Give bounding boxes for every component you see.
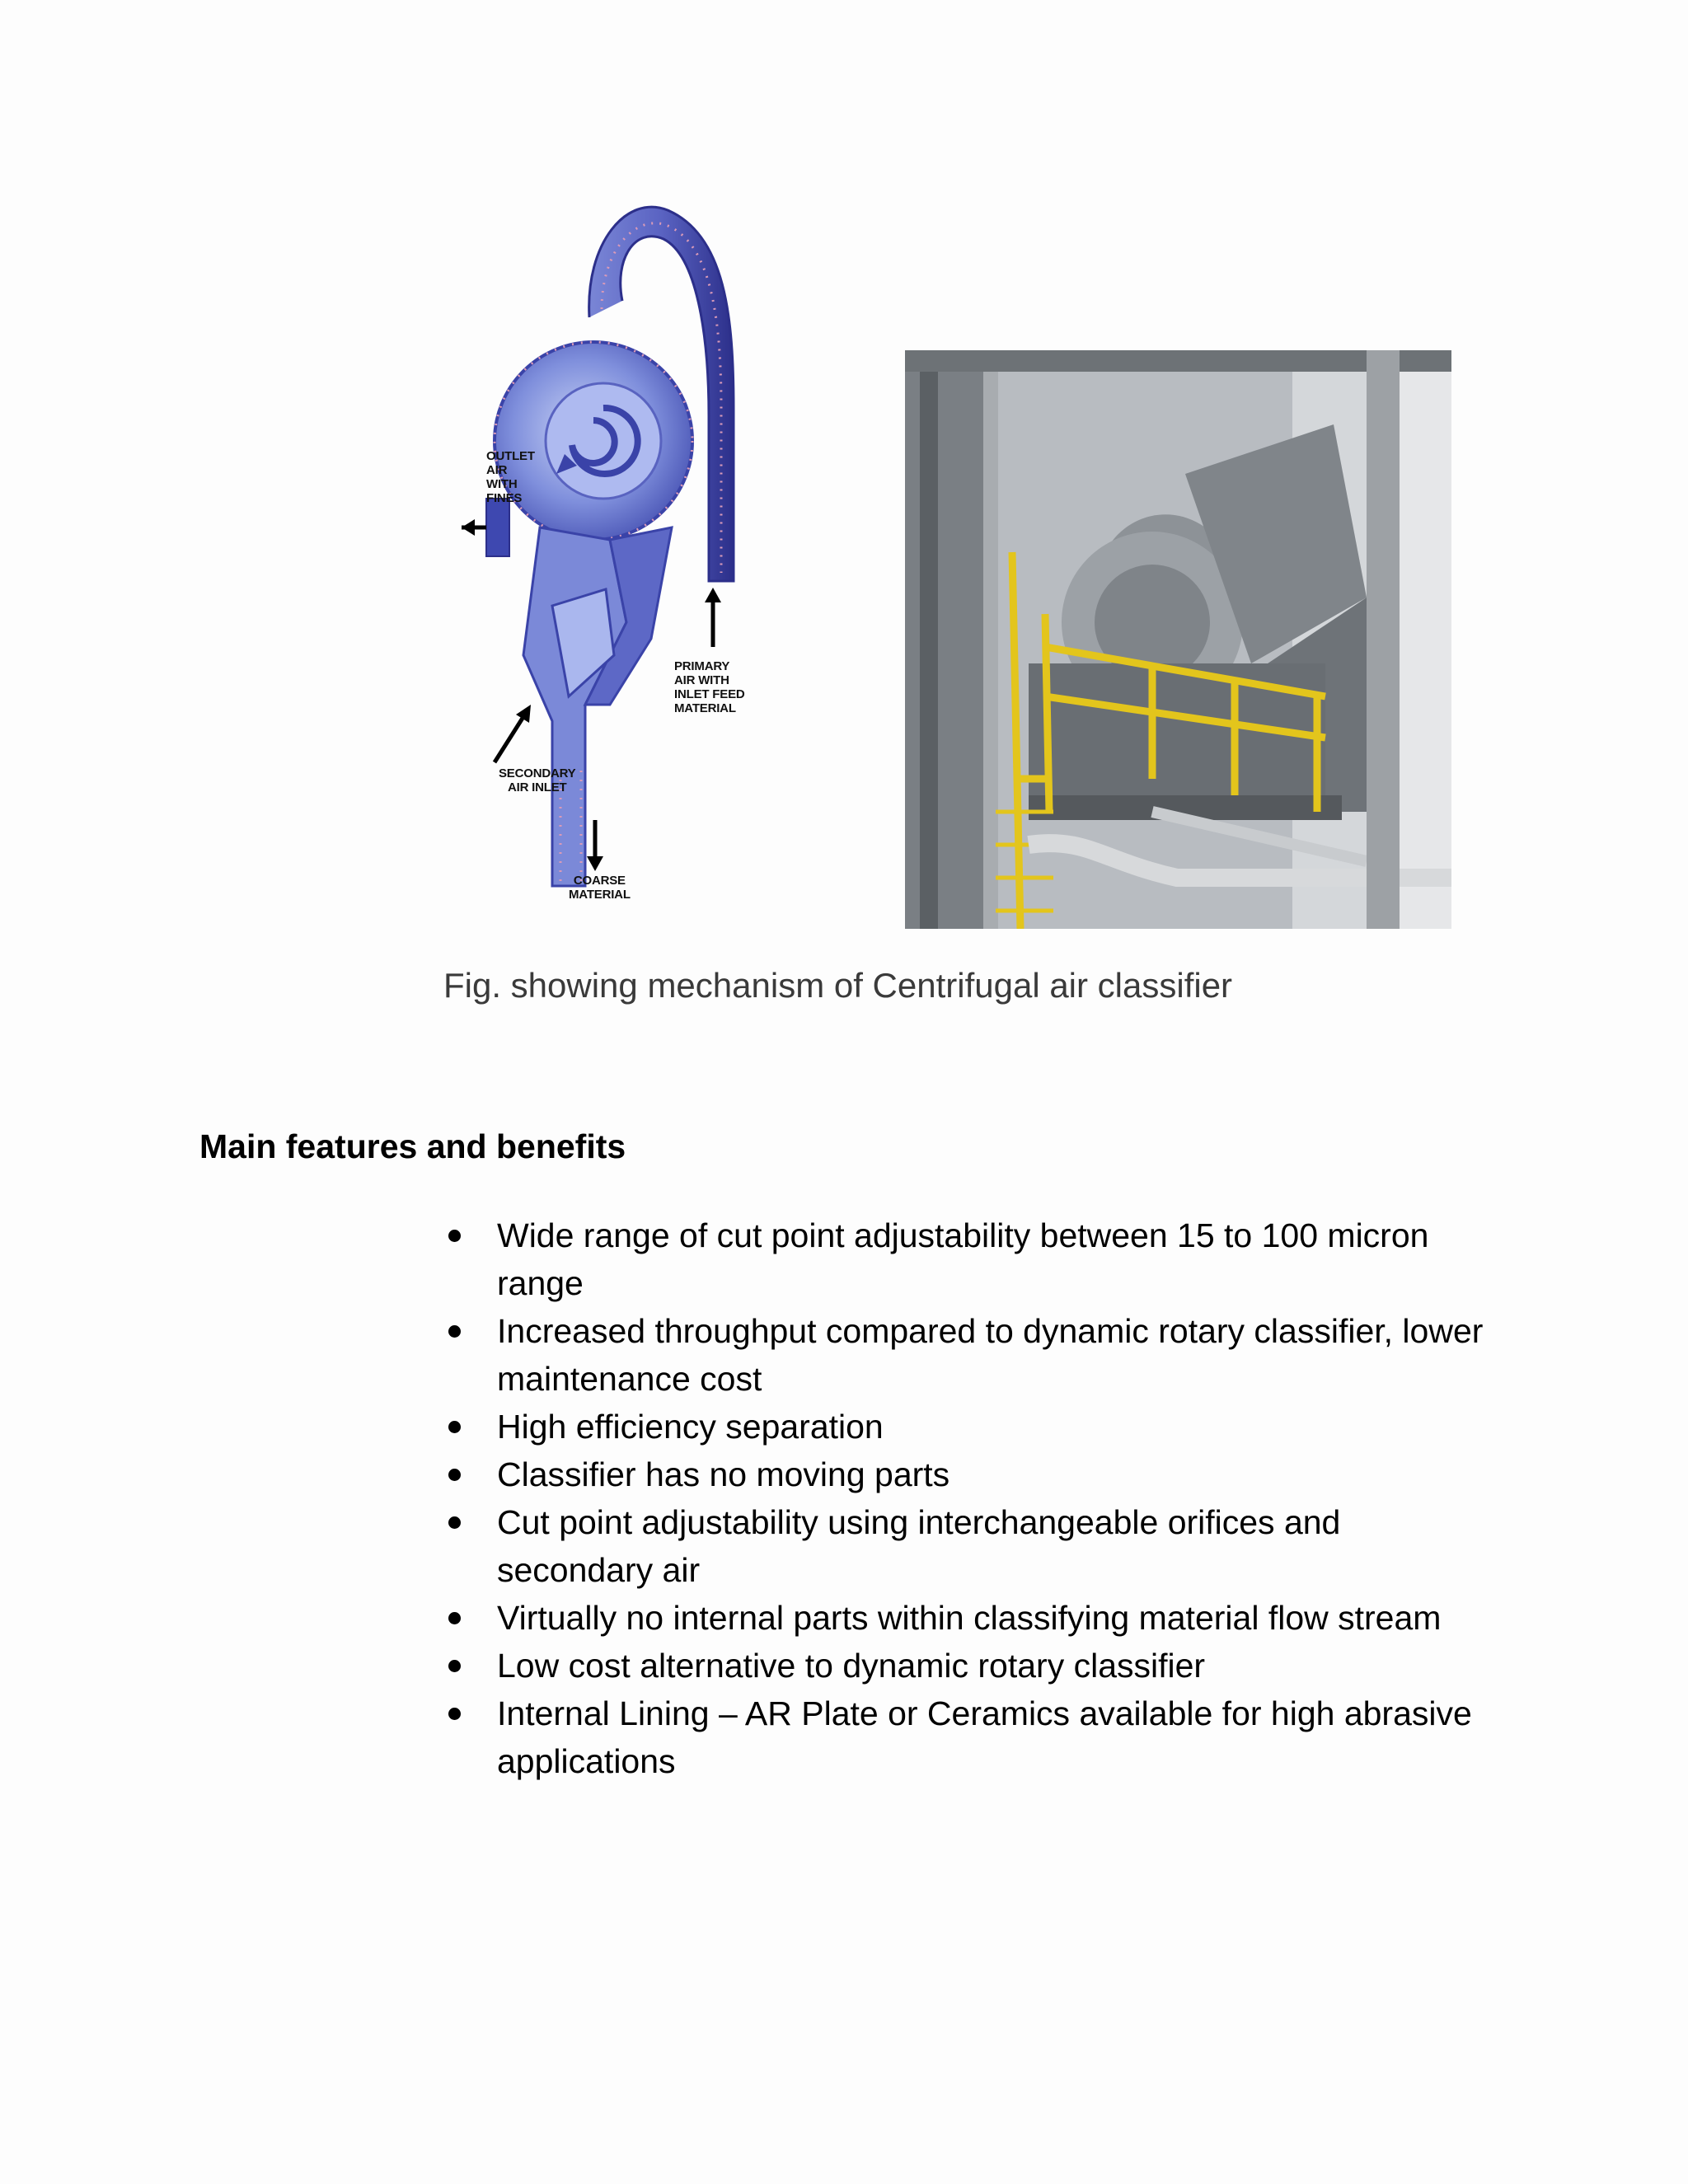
feature-text: Internal Lining – AR Plate or Ceramics available for high abrasive applications	[497, 1694, 1472, 1780]
feature-text: Classifier has no moving parts	[497, 1455, 950, 1493]
feature-item	[445, 1498, 1484, 1594]
feature-item	[445, 1403, 1484, 1451]
feature-item	[445, 1307, 1484, 1403]
bullet-icon	[448, 1421, 461, 1433]
bullet-icon	[448, 1708, 461, 1720]
label-secondary-air-inlet: SECONDARY AIR INLET	[499, 766, 576, 794]
classifier-diagram-drawing	[462, 194, 791, 919]
bullet-icon	[448, 1230, 461, 1242]
feature-text: High efficiency separation	[497, 1408, 884, 1446]
bullet-icon	[448, 1469, 461, 1481]
feature-item	[445, 1212, 1484, 1307]
label-primary-air: PRIMARY AIR WITH INLET FEED MATERIAL	[674, 659, 745, 715]
features-list	[445, 1212, 1484, 1785]
classifier-photo	[905, 350, 1451, 929]
feature-item	[445, 1451, 1484, 1498]
bullet-icon	[448, 1516, 461, 1529]
feature-item	[445, 1690, 1484, 1785]
section-heading: Main features and benefits	[199, 1127, 626, 1165]
classifier-diagram	[462, 194, 791, 919]
feature-text: Increased throughput compared to dynamic rotary classifier, lower maintenance cost	[497, 1312, 1484, 1398]
bullet-icon	[448, 1612, 461, 1624]
feature-text: Wide range of cut point adjustability between 15 to 100 micron range	[497, 1216, 1429, 1302]
bullet-icon	[448, 1660, 461, 1672]
feature-text: Virtually no internal parts within classifying material flow stream	[497, 1599, 1442, 1637]
feature-item	[445, 1594, 1484, 1642]
feature-text: Cut point adjustability using interchangeable orifices and secondary air	[497, 1503, 1341, 1589]
figure-caption: Fig. showing mechanism of Centrifugal air classifier	[443, 966, 1233, 1005]
feature-item	[445, 1642, 1484, 1690]
feature-text: Low cost alternative to dynamic rotary classifier	[497, 1647, 1206, 1685]
bullet-icon	[448, 1325, 461, 1338]
classifier-photo-image	[905, 350, 1451, 929]
label-coarse-material: COARSE MATERIAL	[569, 874, 631, 902]
label-outlet-air-with-fines: OUTLET AIR WITH FINES	[486, 449, 535, 505]
